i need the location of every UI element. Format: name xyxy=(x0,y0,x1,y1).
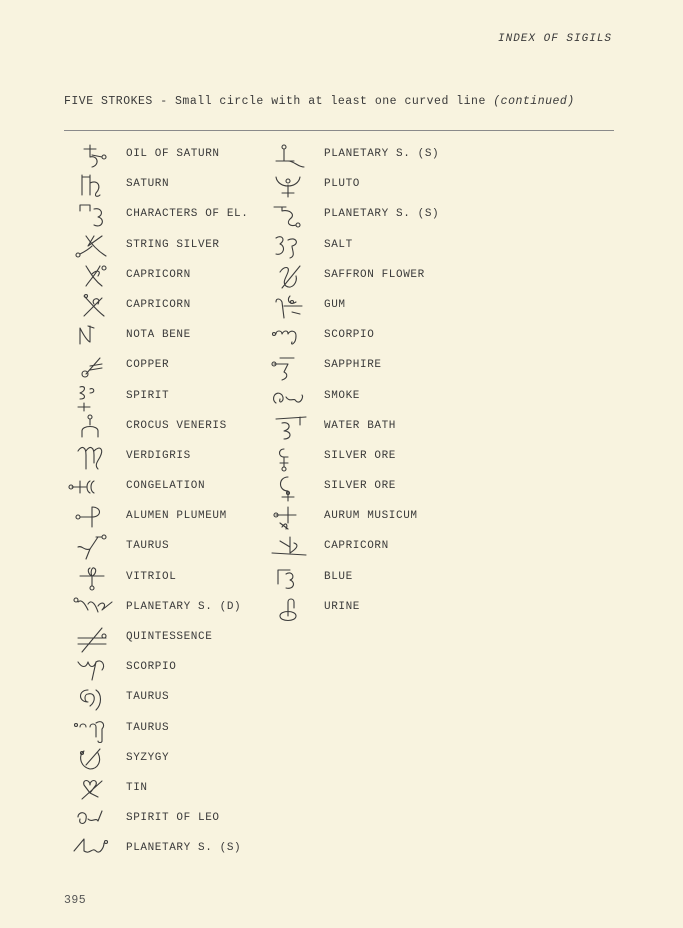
sigil-entry xyxy=(60,291,250,321)
sigil-label: SCORPIO xyxy=(126,661,177,674)
water-bath-sigil-icon xyxy=(258,413,320,441)
sigil-label: STRING SILVER xyxy=(126,238,220,251)
sigil-label: SPIRIT xyxy=(126,389,170,402)
aurum-musicum-sigil-icon xyxy=(258,503,320,531)
sigil-entry xyxy=(60,653,250,683)
sigil-entry xyxy=(258,563,448,593)
sigil-entry xyxy=(258,502,448,532)
pluto-sigil-icon xyxy=(258,171,320,199)
verdigris-sigil-icon xyxy=(60,443,122,471)
smoke-sigil-icon xyxy=(258,383,320,411)
planetary-s-sigil-icon xyxy=(258,201,320,229)
sigil-entry xyxy=(258,261,448,291)
planetary-s-sigil-icon xyxy=(60,835,122,863)
sigil-label: QUINTESSENCE xyxy=(126,631,213,643)
running-header: INDEX OF SIGILS xyxy=(498,33,613,45)
capricorn-sigil-icon xyxy=(60,262,122,290)
spirit-sigil-icon xyxy=(60,383,122,411)
sigil-label: SAPPHIRE xyxy=(324,359,382,372)
sigil-label: PLUTO xyxy=(324,178,361,191)
sigil-entry xyxy=(60,351,250,381)
sigil-entry xyxy=(258,412,448,442)
sigil-label: PLANETARY S. (S) xyxy=(126,842,242,855)
sigil-entry xyxy=(258,382,448,412)
quintessence-sigil-icon xyxy=(60,624,122,652)
silver-ore-sigil-icon xyxy=(258,473,320,501)
sigil-label: PLANETARY S. (S) xyxy=(324,148,440,160)
planetary-s-sigil-icon xyxy=(258,141,320,169)
sigil-entry xyxy=(60,442,250,472)
sigil-label: NOTA BENE xyxy=(126,329,191,342)
sigil-entry xyxy=(60,804,250,834)
sigil-label: COPPER xyxy=(126,359,170,372)
sigil-label: AURUM MUSICUM xyxy=(324,510,418,523)
sigil-label: SPIRIT OF LEO xyxy=(126,812,220,825)
sigil-label: GUM xyxy=(324,298,346,311)
sigil-entry xyxy=(60,623,250,653)
sigil-entry xyxy=(258,442,448,472)
sigil-entry xyxy=(60,472,250,502)
sigil-label: SILVER ORE xyxy=(324,449,397,462)
sigil-entry xyxy=(60,714,250,744)
blue-sigil-icon xyxy=(258,564,320,592)
sigil-label: BLUE xyxy=(324,570,353,583)
sigil-entry xyxy=(60,412,250,442)
sigil-entry xyxy=(258,200,448,230)
sigil-label: SALT xyxy=(324,238,353,251)
sigil-label: SATURN xyxy=(126,178,170,191)
sigil-label: SMOKE xyxy=(324,389,361,402)
sigil-label: CAPRICORN xyxy=(324,540,389,553)
sigil-entry xyxy=(258,472,448,502)
sigil-entry xyxy=(60,382,250,412)
sigil-entry xyxy=(258,170,448,200)
oil-of-saturn-sigil-icon xyxy=(60,141,122,169)
sigil-label: TAURUS xyxy=(126,721,170,734)
sigil-label: ALUMEN PLUMEUM xyxy=(126,510,227,523)
sigil-entry xyxy=(258,291,448,321)
planetary-s-sigil-icon xyxy=(60,594,122,622)
gum-sigil-icon xyxy=(258,292,320,320)
sigil-entry xyxy=(60,200,250,230)
sigil-entry xyxy=(60,774,250,804)
sigil-entry xyxy=(60,563,250,593)
sigil-entry xyxy=(60,261,250,291)
taurus-sigil-icon xyxy=(60,533,122,561)
taurus-sigil-icon xyxy=(60,715,122,743)
syzygy-sigil-icon xyxy=(60,745,122,773)
sigil-entry xyxy=(60,683,250,713)
scorpio-sigil-icon xyxy=(60,654,122,682)
sigil-entry xyxy=(258,593,448,623)
sigil-entry xyxy=(60,140,250,170)
sigil-label: WATER BATH xyxy=(324,419,397,432)
capricorn-sigil-icon xyxy=(258,533,320,561)
congelation-sigil-icon xyxy=(60,473,122,501)
sigil-label: PLANETARY S. (S) xyxy=(324,208,440,221)
right-column xyxy=(258,140,448,623)
section-heading xyxy=(64,95,575,108)
sigil-label: CAPRICORN xyxy=(126,268,191,281)
sigil-label: TAURUS xyxy=(126,691,170,704)
sigil-entry xyxy=(258,532,448,562)
alumen-plumeum-sigil-icon xyxy=(60,503,122,531)
capricorn-sigil-icon xyxy=(60,292,122,320)
nota-bene-sigil-icon xyxy=(60,322,122,350)
sigil-label: TIN xyxy=(126,781,148,794)
urine-sigil-icon xyxy=(258,594,320,622)
sigil-label: SYZYGY xyxy=(126,751,170,764)
sigil-label: CAPRICORN xyxy=(126,298,191,311)
salt-sigil-icon xyxy=(258,232,320,260)
sigil-label: TAURUS xyxy=(126,540,170,553)
page-number: 395 xyxy=(64,894,87,907)
sigil-entry xyxy=(60,321,250,351)
sigil-entry xyxy=(258,351,448,381)
sigil-label: PLANETARY S. (D) xyxy=(126,600,242,613)
section-continued: (continued) xyxy=(493,95,575,108)
sigil-label: CROCUS VENERIS xyxy=(126,419,227,432)
scorpio-sigil-icon xyxy=(258,322,320,350)
sigil-entry xyxy=(60,170,250,200)
silver-ore-sigil-icon xyxy=(258,443,320,471)
sigil-entry xyxy=(60,744,250,774)
sigil-label: SILVER ORE xyxy=(324,480,397,493)
sigil-entry xyxy=(258,231,448,261)
sigil-entry xyxy=(60,593,250,623)
sigil-label: OIL OF SATURN xyxy=(126,148,220,160)
left-column xyxy=(60,140,250,865)
sigil-label: CONGELATION xyxy=(126,480,206,493)
sigil-entry xyxy=(60,502,250,532)
sapphire-sigil-icon xyxy=(258,352,320,380)
sigil-label: VITRIOL xyxy=(126,570,177,583)
characters-of-el-sigil-icon xyxy=(60,201,122,229)
vitriol-sigil-icon xyxy=(60,564,122,592)
heading-rule xyxy=(64,130,614,131)
sigil-label: SCORPIO xyxy=(324,329,375,342)
sigil-entry xyxy=(258,321,448,351)
sigil-label: URINE xyxy=(324,600,361,613)
sigil-entry xyxy=(60,834,250,864)
crocus-veneris-sigil-icon xyxy=(60,413,122,441)
sigil-entry xyxy=(60,532,250,562)
string-silver-sigil-icon xyxy=(60,232,122,260)
spirit-of-leo-sigil-icon xyxy=(60,805,122,833)
saffron-flower-sigil-icon xyxy=(258,262,320,290)
sigil-entry xyxy=(258,140,448,170)
saturn-sigil-icon xyxy=(60,171,122,199)
sigil-entry xyxy=(60,231,250,261)
section-title: FIVE STROKES - Small circle with at least one curved line xyxy=(64,95,486,108)
tin-sigil-icon xyxy=(60,775,122,803)
sigil-label: CHARACTERS OF EL. xyxy=(126,208,249,221)
taurus-sigil-icon xyxy=(60,684,122,712)
sigil-label: VERDIGRIS xyxy=(126,449,191,462)
sigil-label: SAFFRON FLOWER xyxy=(324,268,425,281)
copper-sigil-icon xyxy=(60,352,122,380)
